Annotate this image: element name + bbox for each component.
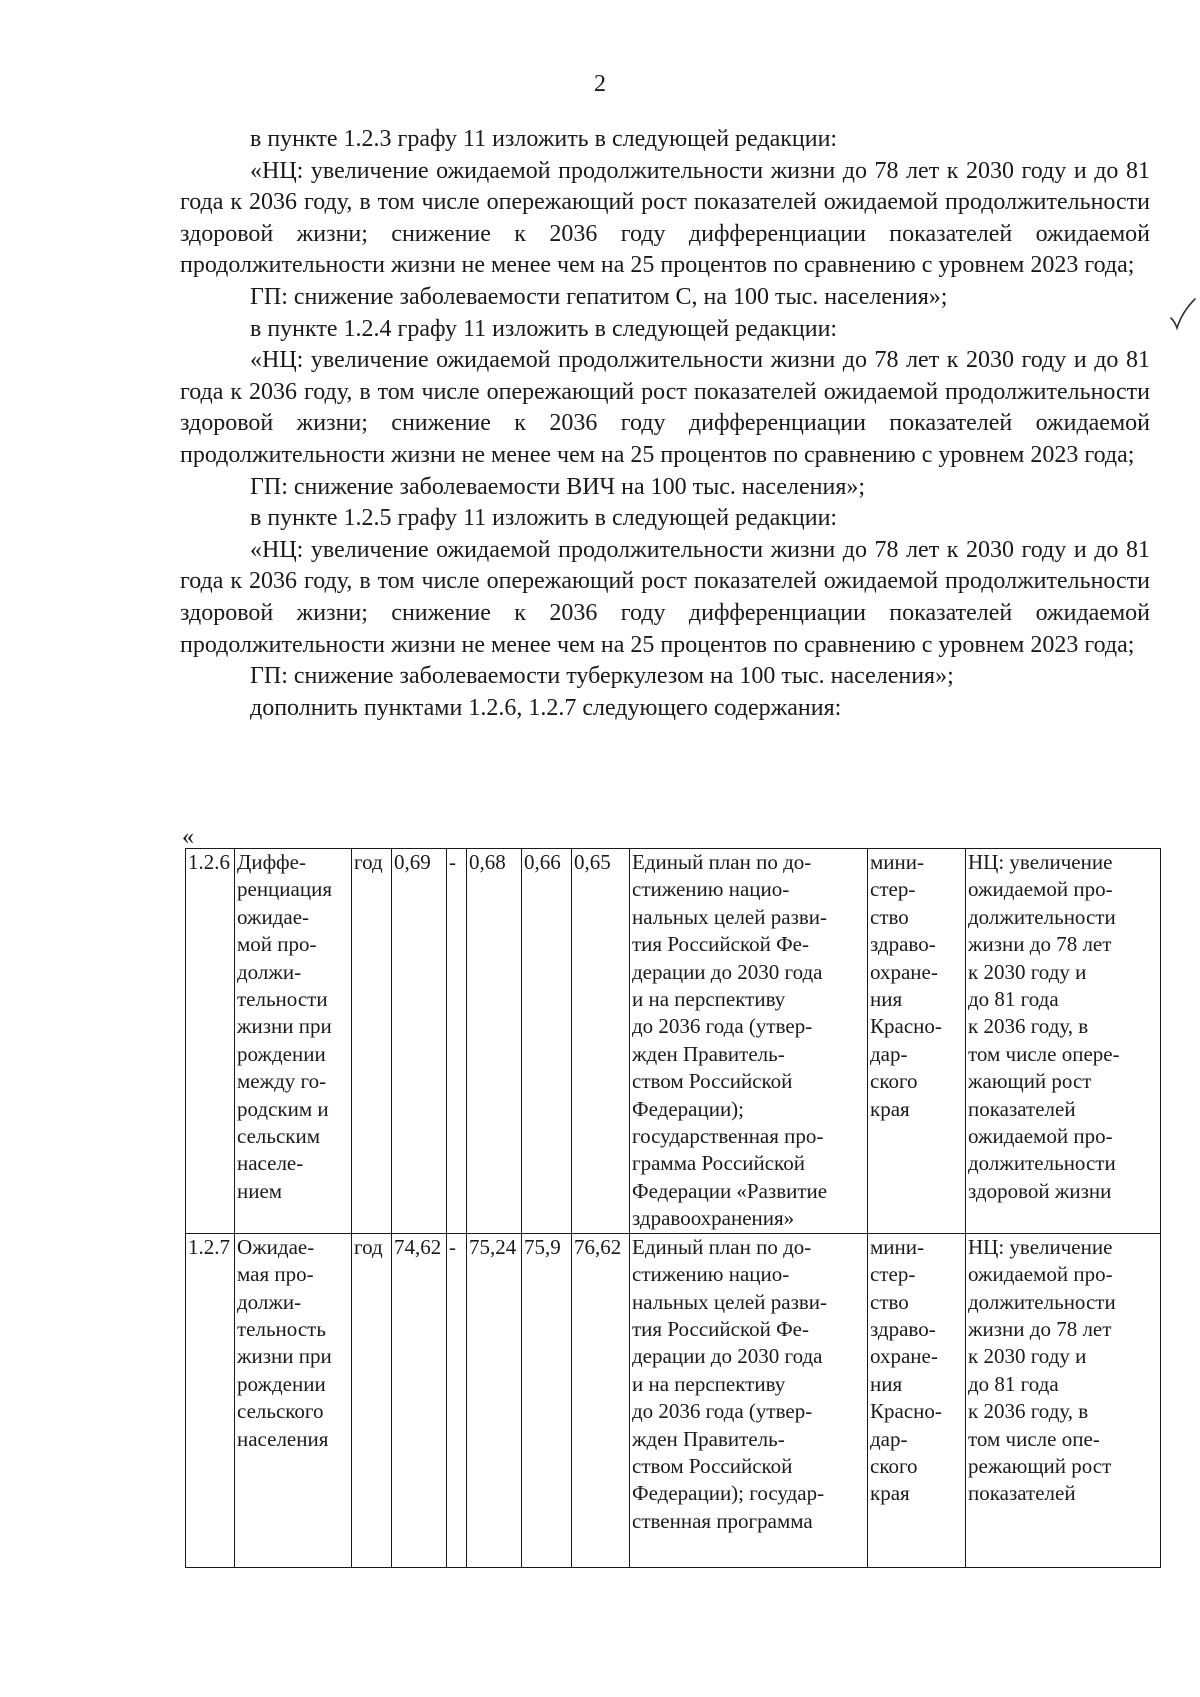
document-body	[180, 124, 1150, 724]
value-cell: 0,66	[522, 849, 572, 1234]
value-cell: 75,24	[467, 1233, 522, 1567]
item-number: 1.2.6	[186, 849, 235, 1234]
paragraph: в пункте 1.2.5 графу 11 изложить в следующей редакции:	[250, 505, 838, 532]
document-cell: Единый план по до- стижению нацио- нальных целей разви- тия Российской Фе- дерации до 2030 года и на перспективу до 2036 года (утвер- жден Правитель- ством Российской Федерации); государственная про- грамма Российской Федерации «Развитие здравоохранения»	[630, 849, 868, 1234]
paragraph: в пункте 1.2.3 графу 11 изложить в следующей редакции:	[250, 126, 838, 152]
item-number: 1.2.7	[186, 1233, 235, 1567]
table-row	[186, 1233, 1161, 1567]
amendment-table	[185, 848, 1161, 1568]
unit-cell: год	[352, 849, 392, 1234]
paragraph: ГП: снижение заболеваемости гепатитом С, на 100 тыс. населения»;	[250, 283, 948, 310]
unit-cell: год	[352, 1233, 392, 1567]
goal-cell: НЦ: увеличение ожидаемой про- должительности жизни до 78 лет к 2030 году и до 81 года к 2036 году, в том числе опе- режающий рост показателей	[966, 1233, 1161, 1567]
responsible-cell: мини- стер- ство здраво- охране- ния Красно- дар- ского края	[868, 849, 966, 1234]
value-cell: 76,62	[572, 1233, 630, 1567]
value-cell: 0,68	[467, 849, 522, 1234]
paragraph: «НЦ: увеличение ожидаемой продолжительности жизни до 78 лет к 2030 году и до 81 года к 2036 году, в том числе опережающий рост показателей ожидаемой продолжительности здоровой жизни; снижение к 2036 году дифференциации показателей ожидаемой продолжительности жизни не менее чем на 25 процентов по сравнению с уровнем 2023 года;	[180, 157, 1150, 279]
document-cell: Единый план по до- стижению нацио- нальных целей разви- тия Российской Фе- дерации до 2030 года и на перспективу до 2036 года (утвер- жден Правитель- ством Российской Федерации); государ- ственная программа	[630, 1233, 868, 1567]
base-value-cell: 0,69	[392, 849, 447, 1234]
check-mark-icon	[1168, 296, 1198, 332]
value-cell: 0,65	[572, 849, 630, 1234]
page-number: 2	[594, 71, 606, 97]
goal-cell: НЦ: увеличение ожидаемой про- должительности жизни до 78 лет к 2030 году и до 81 года к 2036 году, в том числе опере- жающий рост показателей ожидаемой про- должительности здоровой жизни	[966, 849, 1161, 1234]
paragraph: в пункте 1.2.4 графу 11 изложить в следующей редакции:	[250, 315, 838, 342]
base-value-cell: 74,62	[392, 1233, 447, 1567]
indicator-name: Ожидае- мая про- должи- тельность жизни при рождении сельского населения	[235, 1233, 352, 1567]
paragraph: ГП: снижение заболеваемости туберкулезом на 100 тыс. населения»;	[250, 663, 954, 690]
paragraph: «НЦ: увеличение ожидаемой продолжительности жизни до 78 лет к 2030 году и до 81 года к 2036 году, в том числе опережающий рост показателей ожидаемой продолжительности здоровой жизни; снижение к 2036 году дифференциации показателей ожидаемой продолжительности жизни не менее чем на 25 процентов по сравнению с уровнем 2023 года;	[180, 536, 1150, 658]
value-cell: 75,9	[522, 1233, 572, 1567]
table-row	[186, 849, 1161, 1234]
responsible-cell: мини- стер- ство здраво- охране- ния Красно- дар- ского края	[868, 1233, 966, 1567]
dash-cell: -	[447, 1233, 467, 1567]
paragraph: «НЦ: увеличение ожидаемой продолжительности жизни до 78 лет к 2030 году и до 81 года к 2036 году, в том числе опережающий рост показателей ожидаемой продолжительности здоровой жизни; снижение к 2036 году дифференциации показателей ожидаемой продолжительности жизни не менее чем на 25 процентов по сравнению с уровнем 2023 года;	[180, 347, 1150, 468]
dash-cell: -	[447, 849, 467, 1234]
table-open-quote: «	[182, 824, 194, 850]
indicator-name: Диффе- ренциация ожидае- мой про- должи- тельности жизни при рождении между го- родским и сельским населе- нием	[235, 849, 352, 1234]
paragraph: дополнить пунктами 1.2.6, 1.2.7 следующего содержания:	[250, 694, 842, 721]
paragraph: ГП: снижение заболеваемости ВИЧ на 100 тыс. населения»;	[250, 473, 866, 500]
